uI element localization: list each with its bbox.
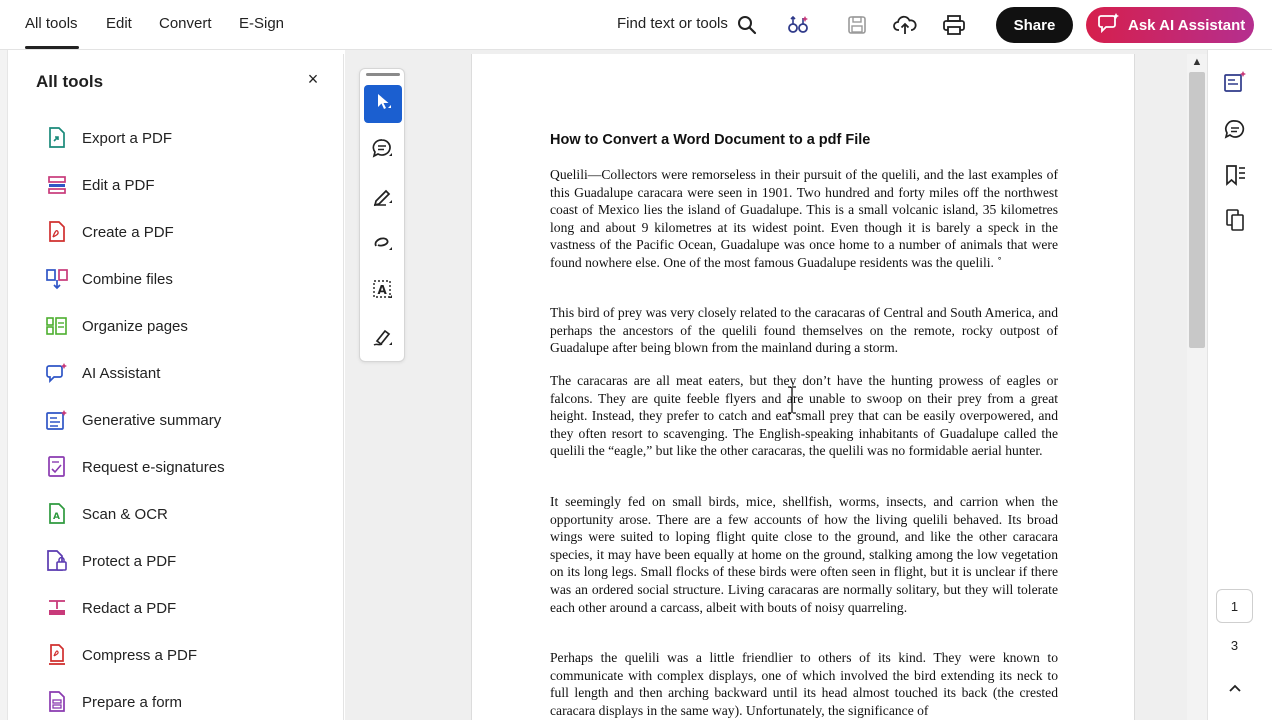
- share-button[interactable]: Share: [996, 7, 1073, 43]
- save-icon[interactable]: [844, 12, 870, 38]
- scroll-up-arrow-icon[interactable]: ▲: [1191, 56, 1203, 68]
- scan-ocr-icon: [46, 503, 68, 525]
- tool-compress-pdf[interactable]: [46, 640, 197, 670]
- tool-label: Create a PDF: [82, 223, 174, 241]
- document-paragraph: The caracaras are all meat eaters, but they don’t have the hunting prowess of eagles or falcons. They are quite feeble flyers and are unable to swoop on their prey from a great height. Instead, they prefer to catch and eat small prey that can be easily overpowered, and they often resort to scavenging. The English-speaking inhabitants of Guadalupe called the quelili the “eagle,” but like the other caracaras, the quelili was no formidable aerial hunter.: [550, 373, 1058, 459]
- document-paragraph: Quelili—Collectors were remorseless in their pursuit of the quelili, and the last examples of this Guadalupe caracara were seen in 1901. Two hundred and forty miles off the northwest coast of Mexico lies the island of Guadalupe. This is a small volcanic island, 35 kilometres long and about 9 kilometres at its widest point. Even though it is barely a speck in the vastness of the Pacific Ocean, Guadalupe was once home to a number of animals that were found nowhere else. One of the most famous Guadalupe residents was the quelili. ˚: [550, 167, 1058, 270]
- ai-assistant-icon: [46, 362, 68, 384]
- tool-protect-pdf[interactable]: [46, 546, 176, 576]
- pdf-page: [471, 54, 1135, 720]
- ask-ai-assistant-label: Ask AI Assistant: [1128, 16, 1246, 34]
- tool-label: Scan & OCR: [82, 505, 168, 523]
- tool-create-pdf[interactable]: [46, 217, 174, 247]
- request-esignatures-icon: [46, 456, 68, 478]
- tool-organize-pages[interactable]: [46, 311, 188, 341]
- total-pages: 3: [1230, 638, 1239, 653]
- generative-summary-icon: [46, 409, 68, 431]
- draw-pen-icon: [372, 185, 394, 212]
- edit-pdf-icon: [46, 174, 68, 196]
- tool-label: Prepare a form: [82, 693, 183, 711]
- create-pdf-icon: [46, 221, 68, 243]
- top-menu-bar: [0, 0, 1272, 50]
- redact-pdf-icon: [46, 597, 68, 619]
- protect-pdf-icon: [46, 550, 68, 572]
- organize-pages-icon: [46, 315, 68, 337]
- document-paragraph: It seemingly fed on small birds, mice, shellfish, worms, insects, and carrion when the opportunity arose. There are a few accounts of how the living quelili behaved. Its broad wings were suited to loping flight quite close to the ground, and like the other caracara species, it may have been equally at home on the ground, stalking among the low vegetation on its long legs. Small flocks of these birds were often seen in flight, but it is unclear if there was an ordered social structure. Living caracaras are normally solitary, but they will tolerate each other around a carcass, albeit with bouts of noisy quarreling.: [550, 494, 1058, 615]
- menu-convert[interactable]: Convert: [159, 15, 212, 32]
- tool-label: Export a PDF: [82, 129, 173, 147]
- tool-label: Combine files: [82, 270, 173, 288]
- tool-redact-pdf[interactable]: [46, 593, 176, 623]
- tool-combine-files[interactable]: [46, 264, 173, 294]
- freehand-tool-button[interactable]: [364, 226, 402, 264]
- panel-title: All tools: [36, 72, 104, 91]
- svg-text:A: A: [53, 512, 60, 522]
- tool-export-pdf[interactable]: [46, 123, 172, 153]
- tool-label: Redact a PDF: [82, 599, 177, 617]
- menu-esign[interactable]: E-Sign: [239, 15, 285, 32]
- ask-ai-assistant-button[interactable]: [1086, 7, 1254, 43]
- comment-tool-button[interactable]: [364, 132, 402, 170]
- tool-label: Request e-signatures: [82, 458, 225, 476]
- export-pdf-icon: [46, 127, 68, 149]
- tool-label: Protect a PDF: [82, 552, 177, 570]
- freehand-icon: [372, 232, 394, 259]
- tool-edit-pdf[interactable]: [46, 170, 155, 200]
- tool-scan-ocr[interactable]: [46, 499, 168, 529]
- sign-tool-button[interactable]: [364, 320, 402, 358]
- comment-icon: [372, 138, 394, 165]
- find-text-or-tools-button[interactable]: Find text or tools: [617, 15, 728, 32]
- tool-label: Generative summary: [82, 411, 222, 429]
- tool-ai-assistant[interactable]: [46, 358, 160, 388]
- menu-all-tools[interactable]: All tools: [25, 15, 78, 32]
- document-title: How to Convert a Word Document to a pdf File: [550, 132, 871, 148]
- print-icon[interactable]: [941, 12, 967, 38]
- ai-assistant-icon: [1098, 12, 1120, 38]
- tool-label: Organize pages: [82, 317, 188, 335]
- left-edge-strip: [0, 50, 8, 720]
- tool-generative-summary[interactable]: [46, 405, 221, 435]
- compress-pdf-icon: [46, 644, 68, 666]
- tool-prepare-form[interactable]: [46, 687, 182, 717]
- prepare-form-icon: [46, 691, 68, 713]
- current-page-input[interactable]: 1: [1216, 589, 1253, 623]
- select-icon: [374, 92, 392, 117]
- text-cursor-icon: [787, 386, 797, 414]
- document-paragraph: This bird of prey was very closely related to the caracaras of Central and South America, and perhaps the ancestors of the quelili found themselves on the remote, rocky outpost of Guadalupe after being blown from the mainland during a storm.: [550, 305, 1058, 356]
- chevron-up-icon[interactable]: [1222, 677, 1248, 699]
- document-paragraph: Perhaps the quelili was a little friendlier to others of its kind. They were known to communicate with complex displays, one of which involved the bird extending its neck to full length and then arching backward until its head almost touched its back (the crested caracara displays in the same way). Unfortunately, the significance of: [550, 650, 1058, 718]
- upload-cloud-icon[interactable]: [892, 12, 918, 38]
- drag-handle[interactable]: [366, 73, 400, 76]
- tool-label: Edit a PDF: [82, 176, 155, 194]
- comments-icon[interactable]: [1222, 117, 1248, 143]
- combine-files-icon: [46, 268, 68, 290]
- page-thumbnails-icon[interactable]: [1222, 207, 1248, 233]
- tool-label: Compress a PDF: [82, 646, 198, 664]
- text-box-tool-button[interactable]: [364, 273, 402, 311]
- sign-icon: [372, 326, 394, 353]
- menu-edit[interactable]: Edit: [106, 15, 132, 32]
- select-tool-button[interactable]: [364, 85, 402, 123]
- search-icon[interactable]: [734, 12, 760, 38]
- quick-tools-toolbar: [359, 68, 405, 362]
- generative-summary-icon[interactable]: [1222, 69, 1248, 95]
- svg-text:A: A: [377, 282, 387, 297]
- bookmarks-icon[interactable]: [1222, 162, 1248, 188]
- all-tools-panel: [8, 54, 344, 720]
- close-icon[interactable]: ×: [307, 69, 319, 89]
- tool-request-esignatures[interactable]: [46, 452, 225, 482]
- text-box-icon: [372, 279, 394, 306]
- draw-tool-button[interactable]: [364, 179, 402, 217]
- ai-compare-icon[interactable]: [785, 12, 811, 38]
- scrollbar-thumb[interactable]: [1189, 72, 1205, 348]
- tool-label: AI Assistant: [82, 364, 161, 382]
- active-tab-indicator: [25, 46, 79, 49]
